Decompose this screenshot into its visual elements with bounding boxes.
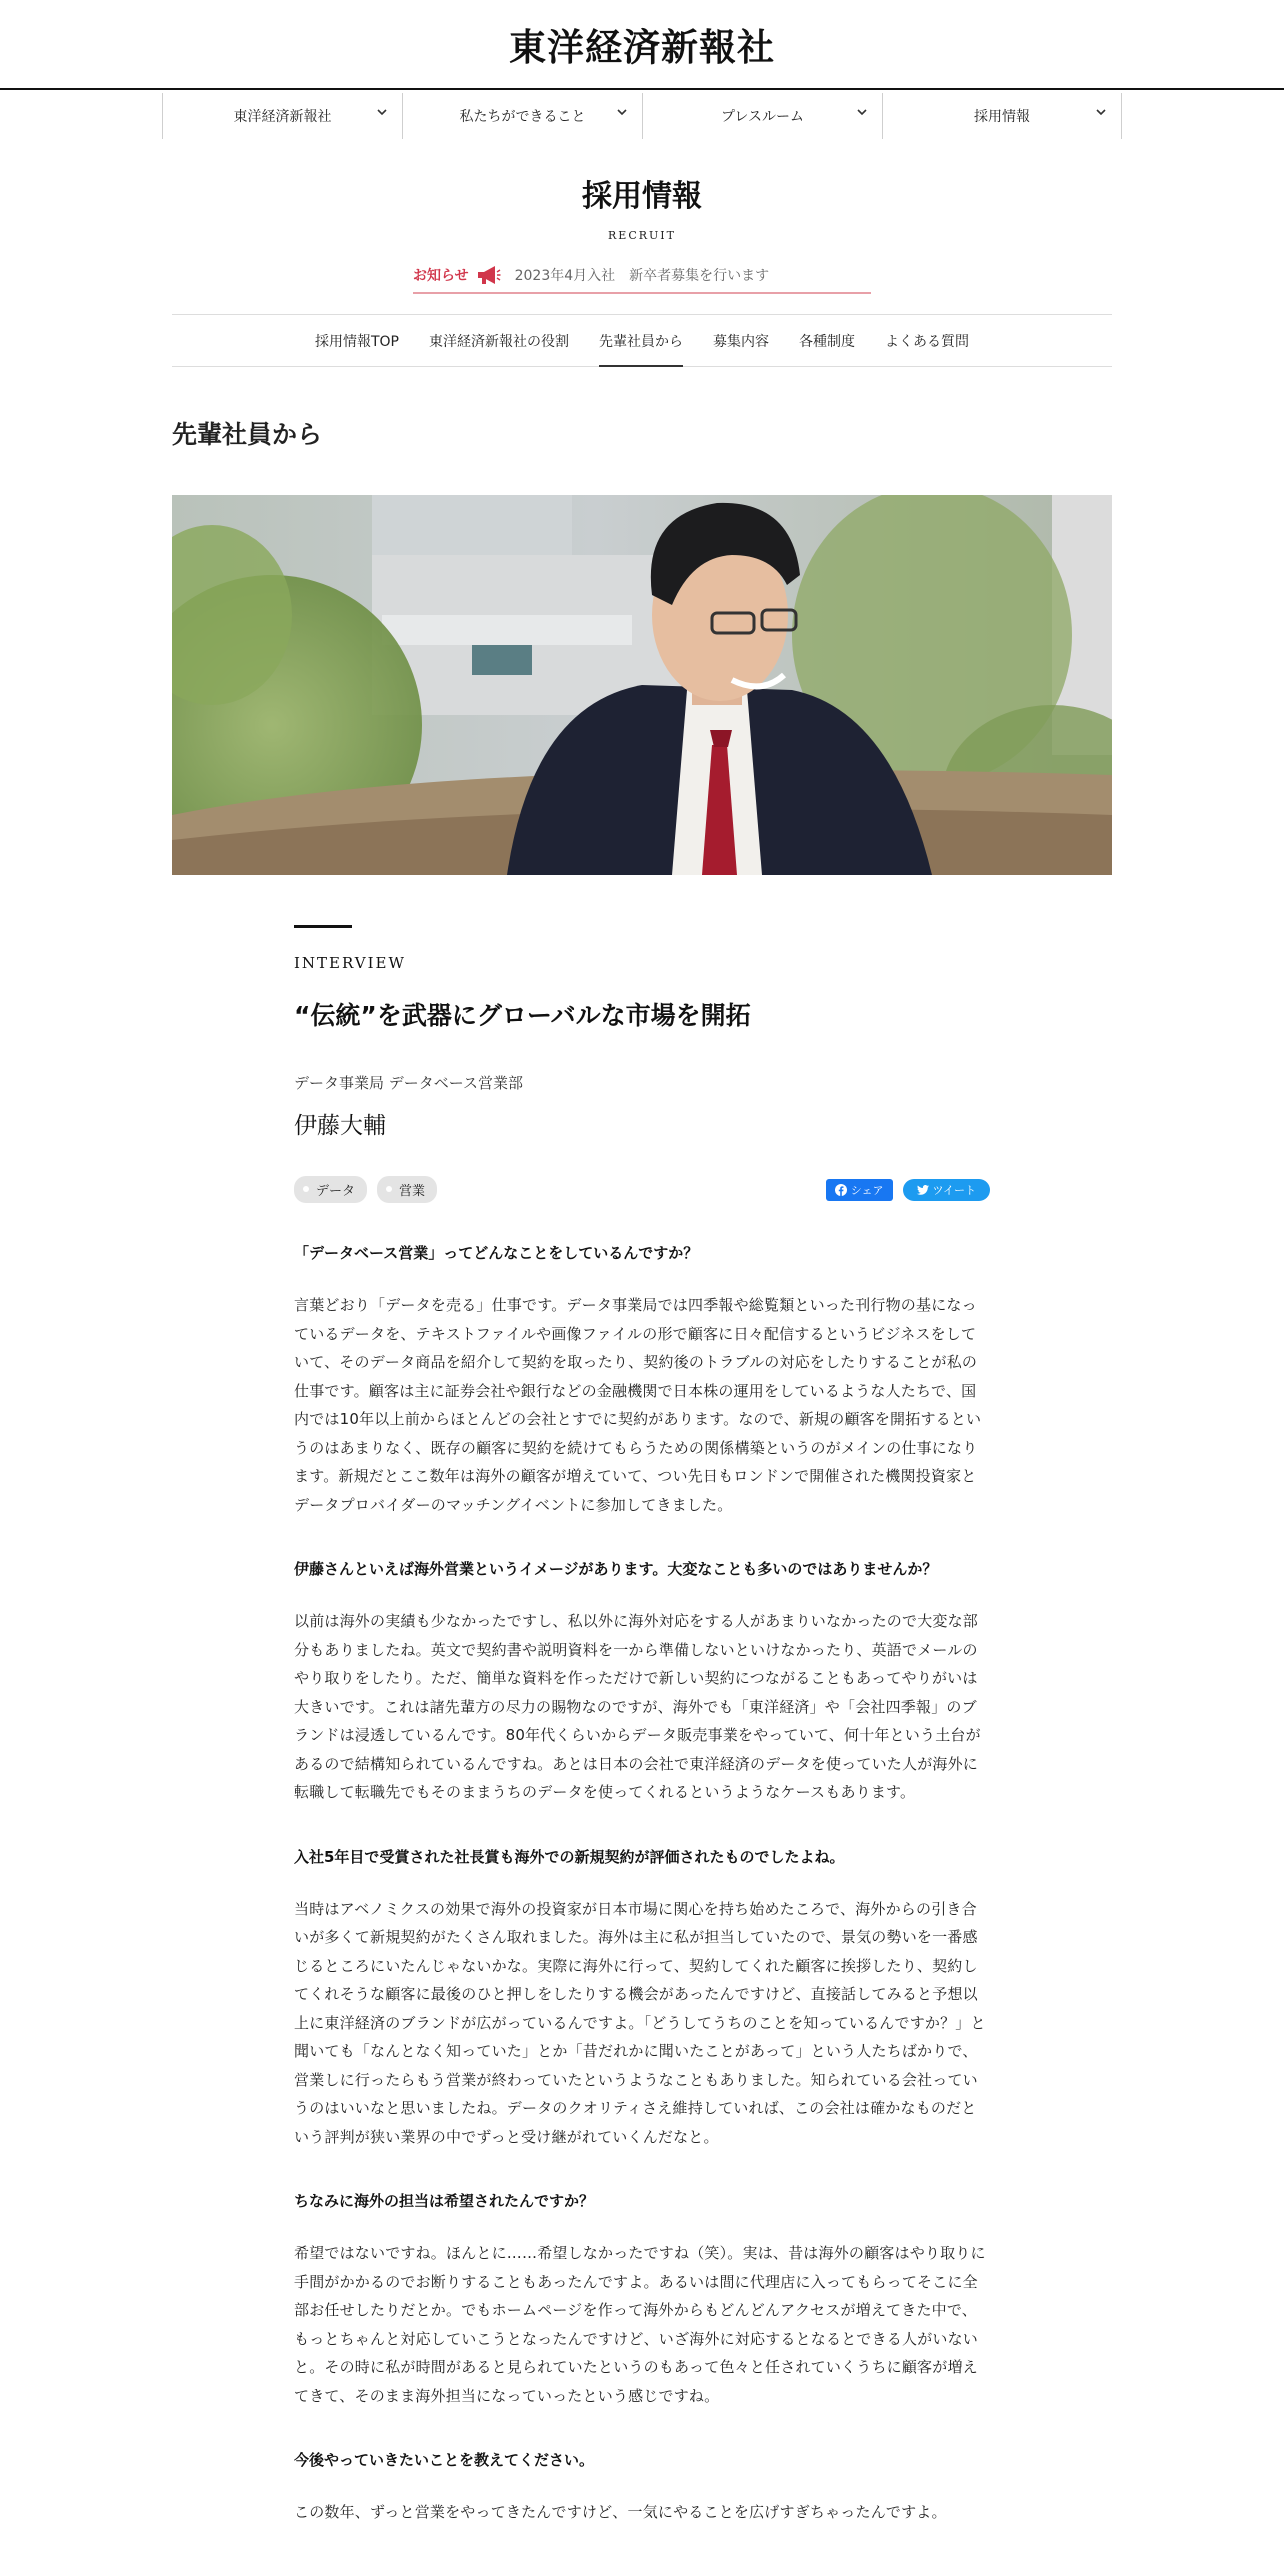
twitter-share-label: ツイート [932, 1183, 976, 1197]
interview-question: ちなみに海外の担当は希望されたんですか？ [294, 2192, 595, 2210]
article-title: “伝統”を武器にグローバルな市場を開拓 [294, 1001, 751, 1030]
global-nav-item-pressroom[interactable] [642, 93, 882, 139]
share-buttons [826, 1179, 990, 1201]
employee-department: データ事業局 データベース営業部 [294, 1074, 524, 1092]
global-nav-label: 東洋経済新報社 [233, 109, 332, 125]
portrait-illustration [172, 495, 1112, 875]
facebook-share-label: シェア [850, 1183, 884, 1197]
subnav-item-seniors[interactable]: 先輩社員から [599, 315, 683, 366]
twitter-share-button[interactable] [903, 1179, 990, 1201]
section-header [0, 171, 1284, 242]
employee-name: 伊藤大輔 [294, 1113, 386, 1139]
interview-question: 今後やっていきたいことを教えてください。 [294, 2451, 595, 2469]
megaphone-icon [475, 264, 501, 286]
global-nav [0, 93, 1284, 139]
chevron-down-icon [856, 106, 868, 118]
facebook-share-button[interactable] [826, 1179, 893, 1201]
global-nav-item-company[interactable] [162, 93, 402, 139]
global-nav-label: プレスルーム [720, 109, 805, 125]
section-title: 採用情報 [582, 179, 702, 214]
subnav-item-faq[interactable]: よくある質問 [885, 333, 969, 350]
twitter-bird-icon [917, 1185, 929, 1195]
interview-answer: 希望ではないですね。ほんとに……希望しなかったですね（笑）。実は、昔は海外の顧客はやり取りに手間がかかるのでお断りすることもあったんですよ。あるいは間に代理店に入ってもらってそこに全部お任せしたりだとか。でもホームページを作って海外からもどんどんアクセスが増えてきた中で、もっとちゃんと対応していこうとなったんですけど、いざ海外に対応するとなるとできる人がいないと。その時に私が時間があると見られていたというのもあって色々と任されていくうちに顧客が増えてきて、そのまま海外担当になっていったという感じですね。 [294, 2244, 986, 2405]
hero-photo [172, 495, 1112, 875]
recruit-subnav [172, 314, 1112, 367]
interview-question: 伊藤さんといえば海外営業というイメージがあります。大変なことも多いのではありませんか？ [294, 1560, 938, 1578]
tag-sales[interactable]: 営業 [377, 1176, 437, 1203]
site-header [0, 0, 1284, 90]
chevron-down-icon [616, 106, 628, 118]
interview-answer: 当時はアベノミクスの効果で海外の投資家が日本市場に関心を持ち始めたころで、海外からの引き合いが多くて新規契約がたくさん取れました。海外は主に私が担当していたので、景気の勢いを一番感じるところにいたんじゃないかな。実際に海外に行って、契約してくれた顧客に挨拶したり、契約してくれそうな顧客に最後のひと押しをしたりする機会があったんですけど、直接話してみると予想以上に東洋経済のブランドが広がっているんですよ。「どうしてうちのことを知っているんですか？」と聞いても「なんとなく知っていた」とか「昔だれかに聞いたことがあって」という人たちばかりで、営業しに行ったらもう営業が終わっていたというようなこともありました。知られている会社っていうのはいいなと思いましたね。データのクオリティさえ維持していれば、この会社は確かなものだという評判が狭い業界の中でずっと受け継がれていくんだなと。 [294, 1899, 986, 2146]
chevron-down-icon [376, 106, 388, 118]
interview-question: 入社5年目で受賞された社長賞も海外での新規契約が評価されたものでしたよね。 [294, 1847, 845, 1866]
global-nav-label: 私たちができること [459, 109, 586, 125]
notice-label: お知らせ [413, 268, 469, 284]
divider [294, 925, 352, 928]
notice-link[interactable]: 2023年4月入社 新卒者募集を行います [514, 268, 770, 284]
facebook-icon [835, 1184, 847, 1196]
interview-article [294, 925, 990, 2527]
section-subtitle: RECRUIT [608, 229, 676, 242]
notice-bar [413, 264, 871, 294]
site-logo[interactable]: 東洋経済新報社 [509, 25, 775, 69]
article-kicker: INTERVIEW [294, 954, 406, 972]
tag-list [294, 1176, 437, 1203]
global-nav-item-services[interactable] [402, 93, 642, 139]
article-meta [294, 1176, 990, 1203]
global-nav-item-recruit[interactable] [882, 93, 1122, 139]
global-nav-label: 採用情報 [974, 109, 1030, 125]
interview-answer: 言葉どおり「データを売る」仕事です。データ事業局では四季報や総覧類といった刊行物の基になっているデータを、テキストファイルや画像ファイルの形で顧客に日々配信するというビジネスをしていて、そのデータ商品を紹介して契約を取ったり、契約後のトラブルの対応をしたりすることが私の仕事です。顧客は主に証券会社や銀行などの金融機関で日本株の運用をしているような人たちで、国内では10年以上前からほとんどの会社とすでに契約があります。なので、新規の顧客を開拓するというのはあまりなく、既存の顧客に契約を続けてもらうための関係構築というのがメインの仕事になります。新規だとここ数年は海外の顧客が増えていて、つい先日もロンドンで開催された機関投資家とデータプロバイダーのマッチングイベントに参加してきました。 [294, 1296, 982, 1514]
chevron-down-icon [1095, 106, 1107, 118]
subnav-item-jobs[interactable]: 募集内容 [713, 333, 769, 350]
subnav-item-top[interactable]: 採用情報TOP [314, 333, 399, 350]
subnav-item-role[interactable]: 東洋経済新報社の役割 [429, 333, 569, 350]
tag-data[interactable]: データ [294, 1176, 367, 1203]
interview-answer: 以前は海外の実績も少なかったですし、私以外に海外対応をする人があまりいなかったので大変な部分もありましたね。英文で契約書や説明資料を一から準備しないといけなかったり、英語でメールのやり取りをしたり。ただ、簡単な資料を作っただけで新しい契約につながることもあってやりがいは大きいです。これは諸先輩方の尽力の賜物なのですが、海外でも「東洋経済」や「会社四季報」のブランドは浸透しているんです。80年代くらいからデータ販売事業をやっていて、何十年という土台があるので結構知られているんですね。あとは日本の会社で東洋経済のデータを使っていた人が海外に転職して転職先でもそのままうちのデータを使ってくれるというようなケースもあります。 [294, 1612, 981, 1801]
interview-question: 「データベース営業」ってどんなことをしているんですか？ [294, 1244, 699, 1262]
page-heading: 先輩社員から [172, 420, 323, 449]
subnav-item-systems[interactable]: 各種制度 [799, 333, 855, 350]
interview-answer: この数年、ずっと営業をやってきたんですけど、一気にやることを広げすぎちゃったんですよ。 [294, 2503, 947, 2521]
